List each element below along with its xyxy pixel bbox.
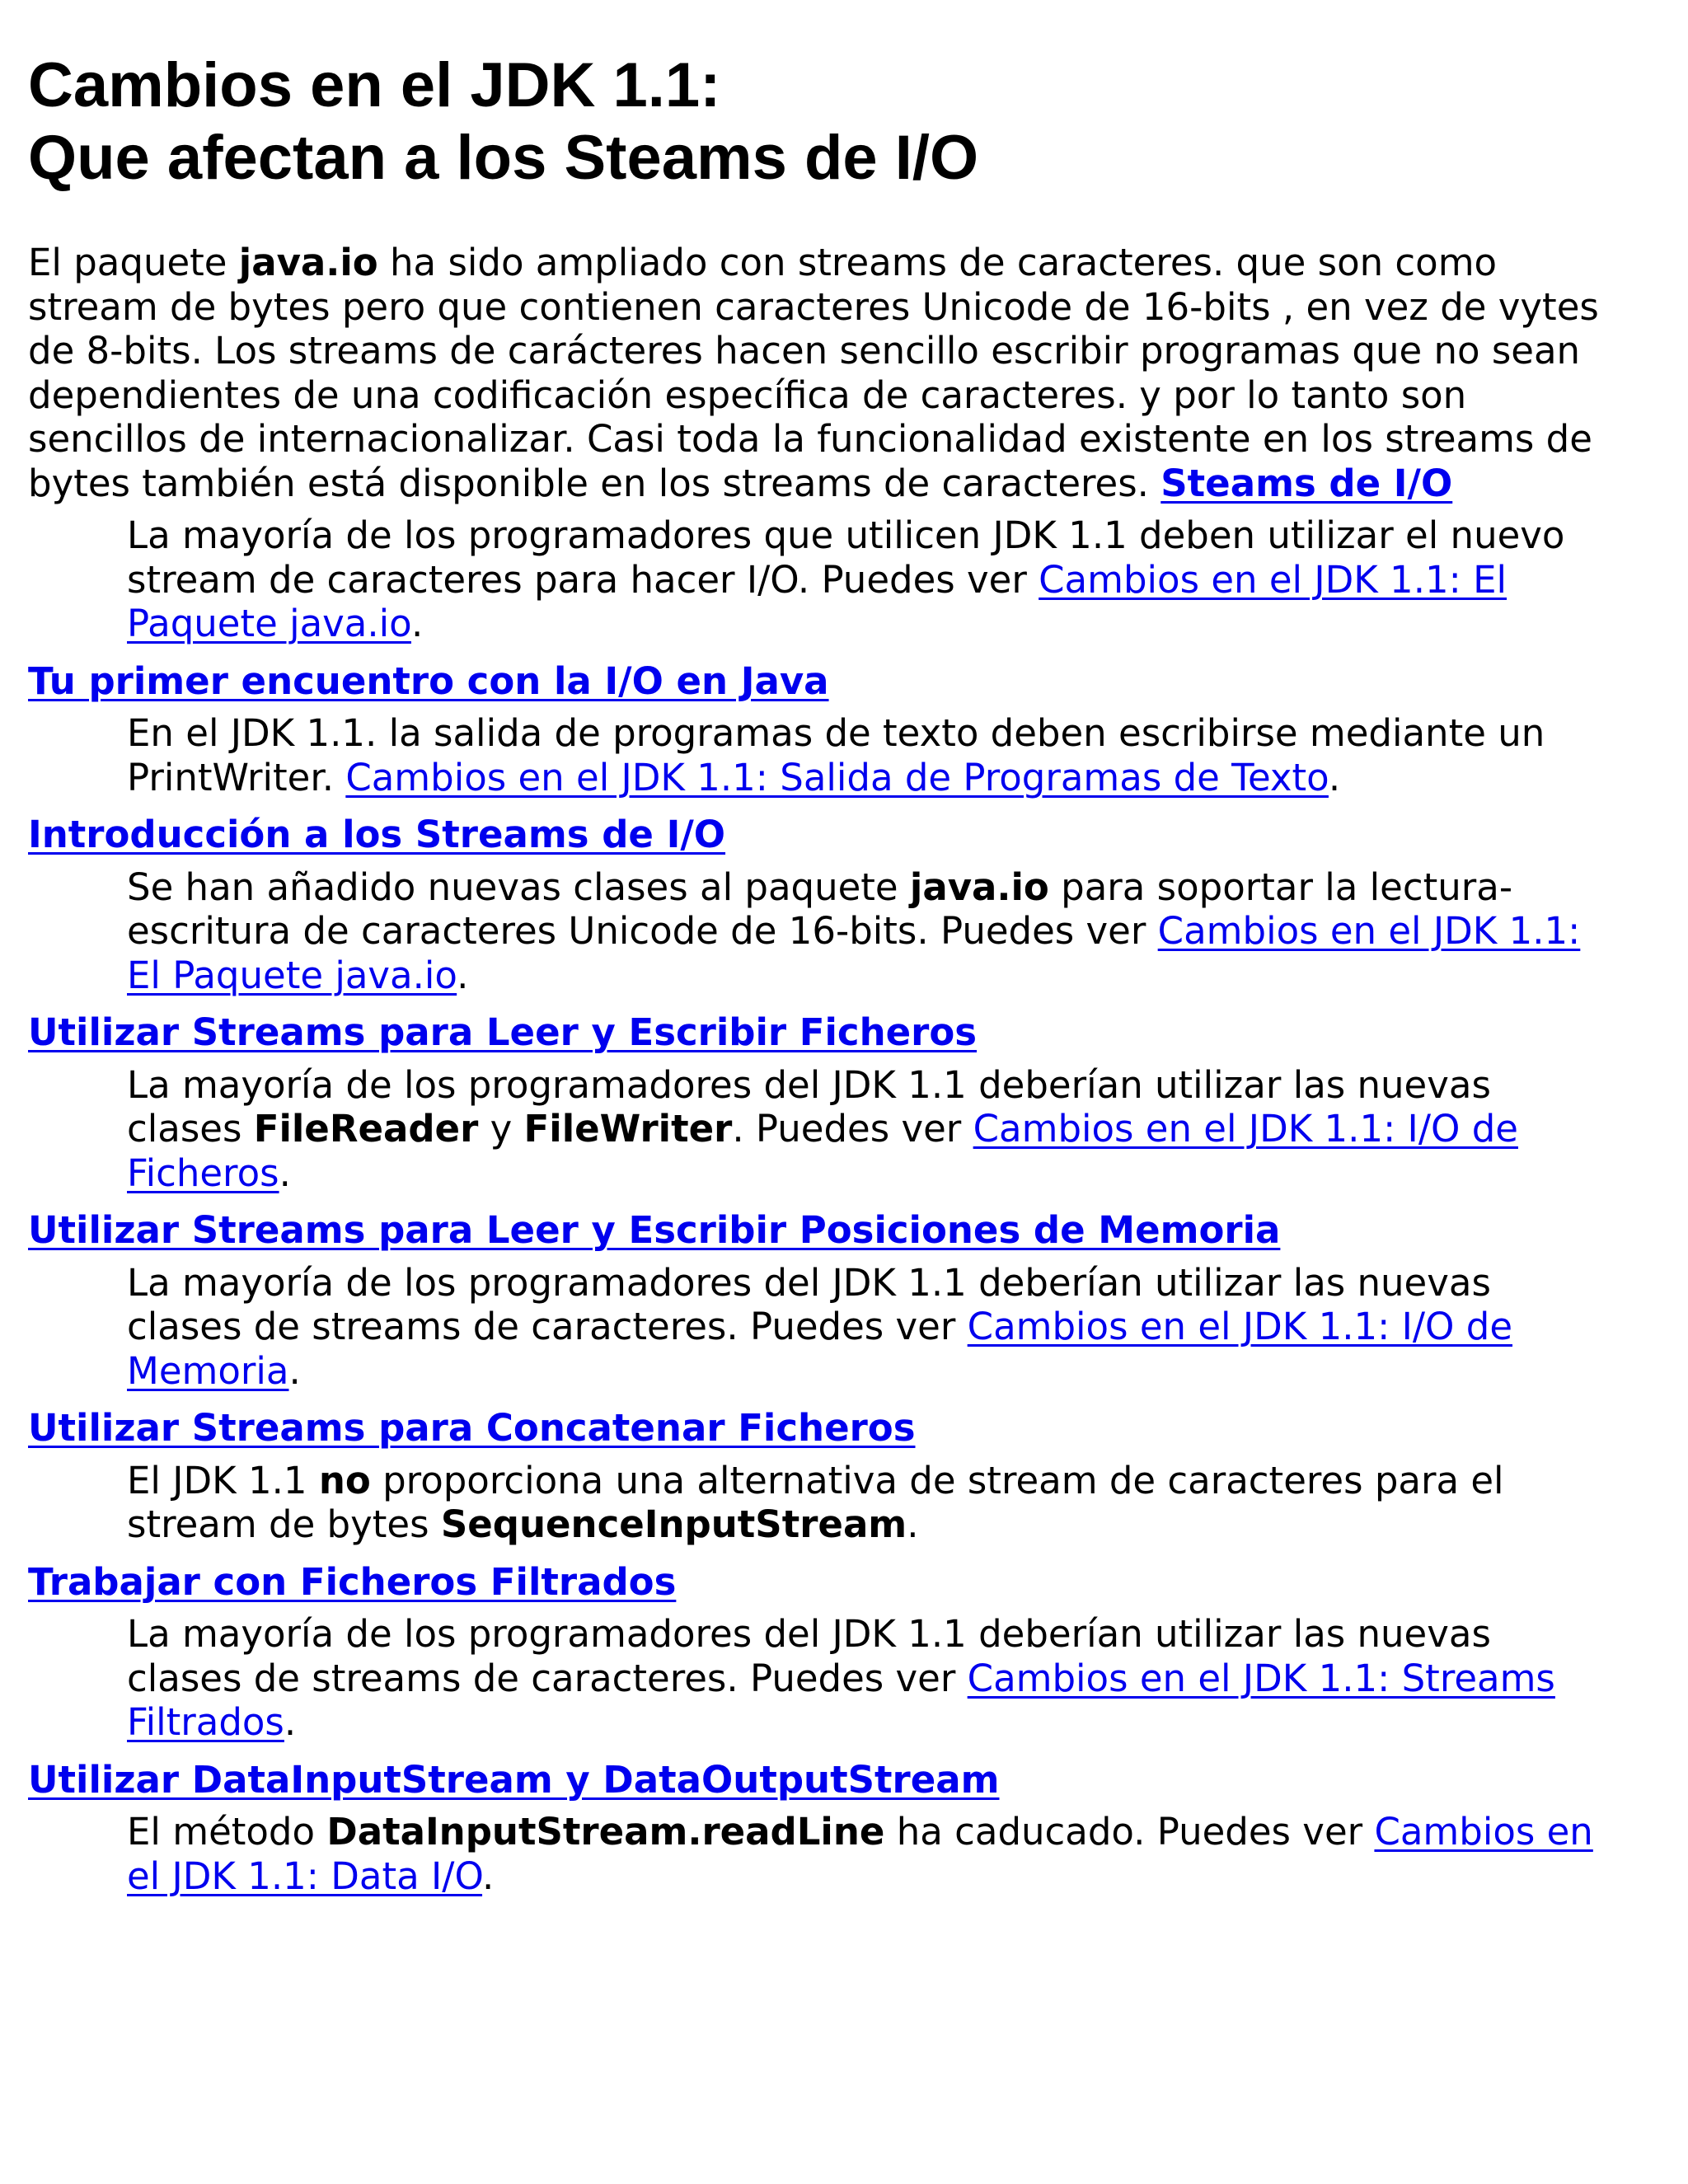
section-heading (28, 813, 1627, 857)
item-end: . (457, 953, 469, 997)
item-end: . (288, 1348, 301, 1393)
intro-text-1: El paquete (28, 241, 239, 284)
cambios-io-ficheros-link[interactable]: Cambios en el JDK 1.1: I/O de Ficheros (127, 1107, 1518, 1195)
streams-posiciones-memoria-link[interactable]: Utilizar Streams para Leer y Escribir Posiciones de Memoria (28, 1208, 1281, 1252)
item-text: y (478, 1107, 524, 1151)
item-description (127, 1261, 1594, 1394)
item-description (127, 1612, 1594, 1745)
item-bold: FileReader (253, 1107, 479, 1151)
intro-bold-java-io: java.io (238, 241, 378, 284)
item-end: . (279, 1151, 291, 1195)
item-text: La mayoría de los programadores que utilicen JDK 1.1 deben utilizar el nuevo stream de caracteres para hacer I/O. Puedes ver (127, 513, 1565, 602)
item-text: La mayoría de los programadores del JDK 1.1 deberían utilizar las nuevas clases (127, 1062, 1491, 1151)
cambios-paquete-java-io-link[interactable]: Cambios en el JDK 1.1: El Paquete java.io (127, 909, 1581, 997)
item-bold: SequenceInputStream (440, 1502, 907, 1546)
section-heading (28, 1208, 1627, 1253)
section-heading (28, 659, 1627, 704)
item-end: . (482, 1854, 495, 1898)
item-text: La mayoría de los programadores del JDK 1.1 deberían utilizar las nuevas clases de streams de caracteres. Puedes ver (127, 1260, 1491, 1348)
item-description (127, 711, 1594, 799)
item-text: proporciona una alternativa de stream de caracteres para el stream de bytes (127, 1458, 1504, 1546)
item-end: . (907, 1502, 919, 1546)
item-description (127, 513, 1594, 646)
cambios-streams-filtrados-link[interactable]: Cambios en el JDK 1.1: Streams Filtrados (127, 1656, 1555, 1744)
intro-paragraph (28, 241, 1627, 505)
item-end: . (410, 602, 424, 645)
item-bold: FileWriter (523, 1107, 733, 1151)
item-text: En el JDK 1.1. la salida de programas de texto deben escribirse mediante un PrintWriter. (127, 711, 1545, 799)
streams-leer-escribir-ficheros-link[interactable]: Utilizar Streams para Leer y Escribir Ficheros (28, 1010, 978, 1054)
cambios-io-memoria-link[interactable]: Cambios en el JDK 1.1: I/O de Memoria (127, 1305, 1513, 1393)
cambios-data-io-link[interactable]: Cambios en el JDK 1.1: Data I/O (127, 1810, 1593, 1898)
steams-io-link[interactable]: Steams de I/O (1160, 461, 1453, 505)
streams-concatenar-ficheros-link[interactable]: Utilizar Streams para Concatenar Ficheros (28, 1406, 916, 1450)
item-text: La mayoría de los programadores del JDK 1.1 deberían utilizar las nuevas clases de streams de caracteres. Puedes ver (127, 1612, 1491, 1700)
item-text: Se han añadido nuevas clases al paquete (127, 865, 910, 909)
changes-list (28, 513, 1627, 1898)
section-heading (28, 1406, 1627, 1451)
item-end: . (284, 1700, 297, 1744)
page (28, 49, 1627, 1911)
datainputstream-dataoutputstream-link[interactable]: Utilizar DataInputStream y DataOutputStream (28, 1757, 1000, 1802)
page-title-line-1: Cambios en el JDK 1.1: (28, 50, 721, 120)
cambios-paquete-java-io-link[interactable]: Cambios en el JDK 1.1: El Paquete java.io (127, 557, 1507, 645)
item-text: El método (127, 1810, 327, 1854)
item-description (127, 1063, 1594, 1196)
item-text: para soportar la lectura-escritura de caracteres Unicode de 16-bits. Puedes ver (127, 865, 1513, 953)
item-description (127, 1459, 1594, 1547)
section-heading (28, 1758, 1627, 1802)
section-heading (28, 1560, 1627, 1605)
item-end: . (1328, 755, 1341, 799)
ficheros-filtrados-link[interactable]: Trabajar con Ficheros Filtrados (28, 1559, 677, 1604)
item-bold: no (318, 1458, 371, 1502)
item-text: El JDK 1.1 (127, 1458, 319, 1502)
page-title-line-2: Que afectan a los Steams de I/O (28, 123, 979, 193)
item-description (127, 865, 1594, 998)
section-heading (28, 1010, 1627, 1055)
page-title (28, 49, 1627, 194)
item-bold: java.io (909, 865, 1049, 909)
item-bold: DataInputStream.readLine (326, 1810, 885, 1854)
introduccion-streams-link[interactable]: Introducción a los Streams de I/O (28, 813, 726, 856)
cambios-salida-programas-texto-link[interactable]: Cambios en el JDK 1.1: Salida de Programas de Texto (345, 755, 1329, 799)
item-text: ha caducado. Puedes ver (884, 1810, 1375, 1854)
tu-primer-encuentro-link[interactable]: Tu primer encuentro con la I/O en Java (28, 658, 829, 703)
intro-text-2: ha sido ampliado con streams de caracteres. que son como stream de bytes pero que contienen caracteres Unicode de 16-bits , en vez de vytes de 8-bits. Los streams de carácteres hacen sencillo escribir programas que no sean dependientes de una codificación específica de caracteres. y por lo tanto son sencillos de internacionalizar. Casi toda la funcionalidad existente en los streams de bytes también está disponible en los streams de caracteres. (28, 241, 1599, 505)
item-text: . Puedes ver (732, 1107, 973, 1151)
item-description (127, 1810, 1594, 1898)
